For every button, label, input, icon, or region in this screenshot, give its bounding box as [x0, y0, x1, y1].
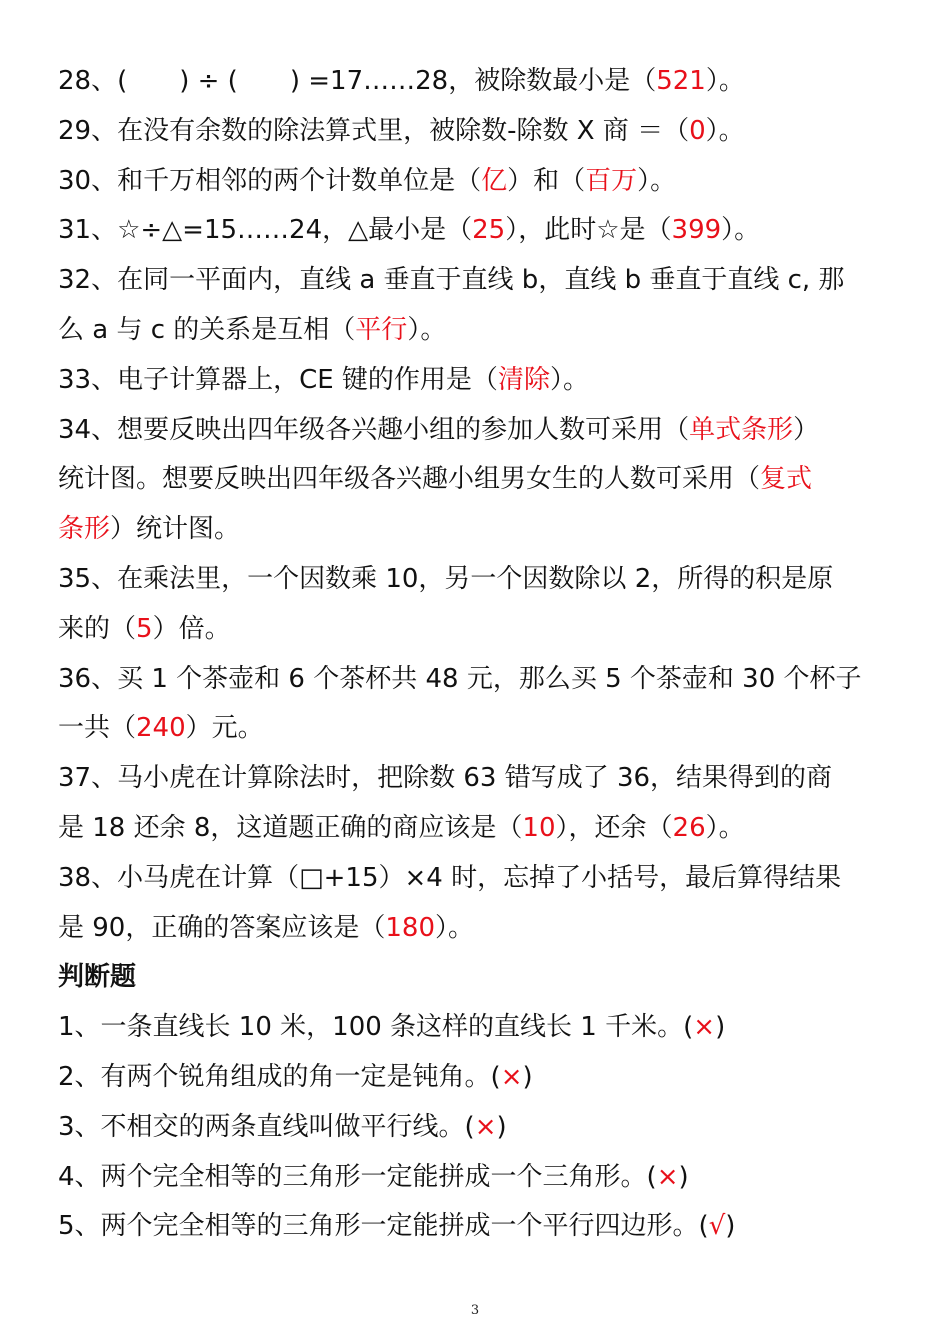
question-text: ) [522, 1061, 533, 1092]
question-line [58, 754, 894, 804]
question-line [58, 206, 894, 256]
question-text: 38、小马虎在计算（□+15）×4 时，忘掉了小括号，最后算得结果 [58, 862, 842, 893]
question-text: 36、买 1 个茶壶和 6 个茶杯共 48 元，那么买 5 个茶壶和 30 个杯子 [58, 663, 862, 694]
question-text: ）。 [407, 314, 447, 345]
question-text: ）。 [549, 364, 589, 395]
judgement-line [58, 1202, 894, 1252]
question-line [58, 505, 894, 555]
question-text: 34、想要反映出四年级各兴趣小组的参加人数可采用（ [58, 414, 690, 445]
question-text: ），还余（ [555, 812, 673, 843]
question-line [58, 704, 894, 754]
question-text: ）。 [705, 812, 745, 843]
judgement-line [58, 1153, 894, 1203]
question-text: 30、和千万相邻的两个计数单位是（ [58, 165, 482, 196]
answer-text: 百万 [585, 165, 638, 196]
question-line [58, 555, 894, 605]
question-text: 2、有两个锐角组成的角一定是钝角。( [58, 1061, 501, 1092]
answer-text: 平行 [355, 314, 408, 345]
question-text: ），此时☆是（ [505, 215, 672, 246]
question-line [58, 157, 894, 207]
question-text: ）元。 [185, 713, 264, 744]
question-text: ）。 [435, 912, 475, 943]
question-text: ) [496, 1111, 507, 1142]
answer-text: 240 [136, 713, 186, 744]
question-text: 5、两个完全相等的三角形一定能拼成一个平行四边形。( [58, 1211, 709, 1242]
question-line [58, 256, 894, 306]
question-text: 29、在没有余数的除法算式里，被除数-除数 X 商 ＝（ [58, 115, 690, 146]
question-text: 28、( ) ÷ ( ) =17……28，被除数最小是（ [58, 66, 657, 96]
answer-text: × [656, 1161, 679, 1192]
question-text: ） [793, 414, 820, 445]
question-text: ) [678, 1161, 689, 1192]
question-text: ）倍。 [152, 613, 231, 644]
question-line [58, 655, 894, 705]
question-text: ）和（ [507, 165, 586, 196]
answer-text: 5 [136, 613, 153, 644]
question-text: ）。 [721, 215, 761, 246]
question-text: 33、电子计算器上，CE 键的作用是（ [58, 364, 498, 395]
question-text: ) [715, 1012, 726, 1043]
answer-text: × [474, 1111, 497, 1142]
answer-text: 25 [472, 215, 506, 246]
question-line [58, 804, 894, 854]
question-text: ）。 [705, 115, 745, 146]
question-line [58, 605, 894, 655]
question-text: ）。 [705, 66, 745, 96]
question-line [58, 306, 894, 356]
judgement-line [58, 1003, 894, 1053]
question-text: 37、马小虎在计算除法时，把除数 63 错写成了 36，结果得到的商 [58, 763, 833, 794]
question-text: 是 18 还余 8，这道题正确的商应该是（ [58, 812, 523, 843]
answer-text: 26 [672, 812, 706, 843]
answer-text: 10 [522, 812, 556, 843]
question-text: 32、在同一平面内，直线 a 垂直于直线 b，直线 b 垂直于直线 c, 那 [58, 265, 845, 296]
worksheet-page [58, 57, 894, 1252]
answer-text: 清除 [497, 364, 550, 395]
question-text: 3、不相交的两条直线叫做平行线。( [58, 1111, 475, 1142]
question-text: ）。 [637, 165, 677, 196]
question-line [58, 107, 894, 157]
page-number: 3 [470, 1303, 480, 1318]
question-text: 来的（ [58, 613, 137, 644]
judgement-questions [58, 1003, 894, 1252]
judgement-line [58, 1053, 894, 1103]
answer-text: 399 [671, 215, 722, 246]
question-text: ）统计图。 [110, 514, 241, 545]
question-text: 是 90，正确的答案应该是（ [58, 912, 386, 943]
answer-text: 521 [656, 66, 706, 96]
question-line [58, 455, 894, 505]
question-text: 31、☆÷△=15……24，△最小是（ [58, 215, 473, 246]
answer-text: √ [708, 1211, 726, 1242]
answer-text: 0 [689, 115, 706, 146]
answer-text: 条形 [58, 514, 111, 545]
question-text: 4、两个完全相等的三角形一定能拼成一个三角形。( [58, 1161, 657, 1192]
question-text: 1、一条直线长 10 米，100 条这样的直线长 1 千米。( [58, 1012, 694, 1043]
section-heading: 判断题 [58, 962, 137, 993]
answer-text: 单式条形 [689, 414, 794, 445]
fill-in-questions [58, 57, 894, 953]
answer-text: × [693, 1012, 716, 1043]
question-line [58, 854, 894, 904]
question-text: 统计图。想要反映出四年级各兴趣小组男女生的人数可采用（ [58, 464, 761, 495]
answer-text: 复式 [760, 464, 813, 495]
question-line [58, 57, 894, 107]
answer-text: 180 [385, 912, 435, 943]
question-line [58, 356, 894, 406]
answer-text: 亿 [481, 165, 508, 196]
question-text: 一共（ [58, 713, 137, 744]
question-text: ) [725, 1211, 736, 1242]
question-line [58, 406, 894, 456]
question-text: 35、在乘法里，一个因数乘 10，另一个因数除以 2，所得的积是原 [58, 563, 834, 594]
answer-text: × [500, 1061, 523, 1092]
judgement-line [58, 1103, 894, 1153]
question-text: 么 a 与 c 的关系是互相（ [58, 314, 356, 345]
question-line [58, 904, 894, 954]
